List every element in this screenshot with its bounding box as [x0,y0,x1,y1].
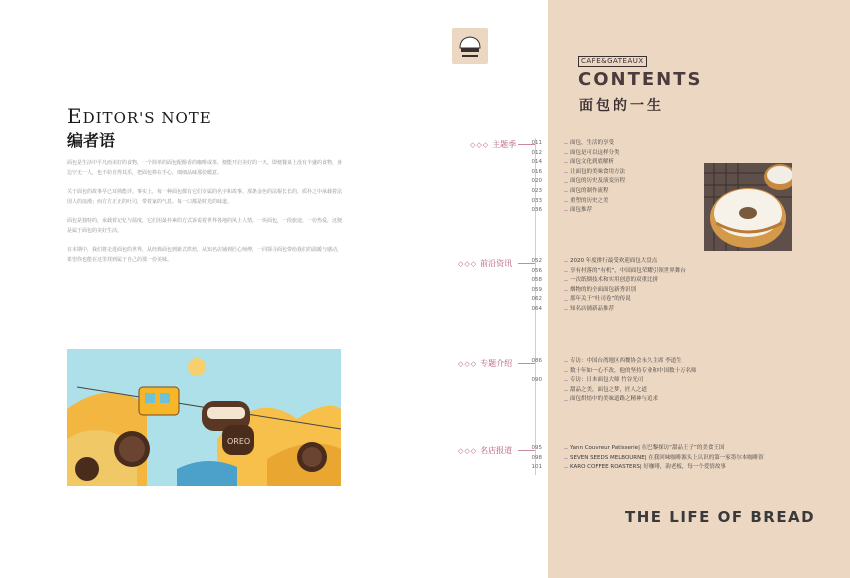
toc-item[interactable]: 023 面包的制作流程 [531,187,609,194]
toc-item[interactable]: 数十年如一心不改，他的坚持专业和中国数十万名师 [522,367,722,377]
editors-note-body [67,158,343,274]
toc-item[interactable]: 016 让面包的美味食用方法 [531,168,626,175]
cafe-gateaux-label: CAFE&GATEAUX [578,56,647,67]
toc-item[interactable]: 052 2020 年度排行最受欢迎面包大盘点 [531,258,658,264]
toc-item[interactable]: 059 烟物的的全面面包新秀识别 [531,286,637,293]
toc-item[interactable]: 062 那年关于“吐司卷”的传说 [531,296,631,303]
section-label-features[interactable]: ◇◇◇ 专题介绍 [458,359,513,368]
paragraph: 面包是独特的，承载着记忆与温度，它们用最朴素的方式诉说着世界各地的风土人情。一块面包，一段旅途，一份热爱，这便是属于面包的美好生活。 [67,218,343,234]
toc-group-news [522,257,722,315]
toc-item[interactable]: 014 面包文化到底解析 [531,159,615,166]
diamond-icon: ◇◇◇ [470,141,490,149]
title-initial: E [67,104,83,128]
bundt-cake-photo [704,163,792,251]
contents-subheading: 面包的一生 [579,98,664,114]
editors-note-subtitle: 编者语 [67,131,116,150]
editors-note-title [67,104,212,128]
section-label-news[interactable]: ◇◇◇ 前沿资讯 [458,259,513,268]
toc-item[interactable]: 甜品之美，面包之梦，匠人之道 [522,386,722,396]
cafe-logo [452,28,488,64]
paragraph: 在本期中，我们将走进面包的世界，从经典面包到新式烘焙，从知名店铺到匠心师傅，一同探寻面包带给我们的温暖与感动，希望你也能在这里找到属于自己的那一份美味。 [67,247,343,263]
life-of-bread-title: THE LIFE OF BREAD [625,508,816,526]
toc-item[interactable]: 036 面包推荐 [531,207,593,214]
toc-item[interactable]: 101 KARO COFFEE ROASTERS| 好咖啡，韵老板，每一个爱情故事 [531,464,726,471]
toc-item[interactable]: 020 面包的历史及演变历程 [531,178,626,185]
toc-item[interactable]: 098 SEVEN SEEDS MELBOURNE| 在我回味咖啡源头上认识的第一家墨尔本咖啡馆 [531,454,764,461]
diamond-icon: ◇◇◇ [458,360,478,368]
toc-item[interactable]: 095 Yann Couvreur Patisserie| 在巴黎探访“甜品王子”的美食王国 [531,445,725,451]
svg-text:OREO: OREO [227,437,251,446]
toc-item[interactable]: 056 享有村落的“有机”，中国面包荣耀引领世界舞台 [531,267,686,274]
toc-item[interactable]: 012 面包是可以这样分类 [531,149,620,156]
section-label-theme[interactable]: ◇◇◇ 主题季 [470,140,517,149]
toc-item[interactable]: 033 重塑的历史之美 [531,197,609,204]
paragraph: 面包是生活中平凡而美好的食物，一个简单的面包配醇香的咖啡或茶，便能开启美好的一天。即便餐桌上没有丰盛的食物，身边空无一人，也不妨自得其乐，把面包捧在手心，细细品味那份暖意。 [67,160,343,176]
toc-group-shops [522,444,842,473]
toc-item[interactable]: 064 知名店铺新品推荐 [531,305,615,312]
toc-item[interactable]: 面包烘焙中的美味道路之精神与追求 [522,395,722,405]
toc-group-theme [522,139,722,216]
toc-item[interactable]: 090 专访：日本面包大师 竹谷光司 [531,377,644,384]
section-label-shops[interactable]: ◇◇◇ 名店报道 [458,446,513,455]
toc-item[interactable]: 086 专访：中国台湾地区西餐协会永久主席 李道生 [531,358,682,364]
toc-item[interactable]: 011 面包，生活的享受 [531,140,615,146]
paragraph: 关于面包的故事早已耳熟能详。事实上，每一种面包都有它们专属的名字和故事。那条金色的法棍长长的，质朴之中承载着法国人的浪漫；而方方正正的吐司，带着家的气息。每一口都是时光的味道。 [67,189,343,205]
toc-group-features [522,357,722,405]
diamond-icon: ◇◇◇ [458,260,478,268]
title-rest: DITOR'S NOTE [82,109,212,127]
illustration-cable-car [67,349,341,486]
contents-heading: CONTENTS [578,69,703,90]
diamond-icon: ◇◇◇ [458,447,478,455]
toc-item[interactable]: 058 一次纸烟技术和实用创意的双重比拼 [531,277,659,284]
